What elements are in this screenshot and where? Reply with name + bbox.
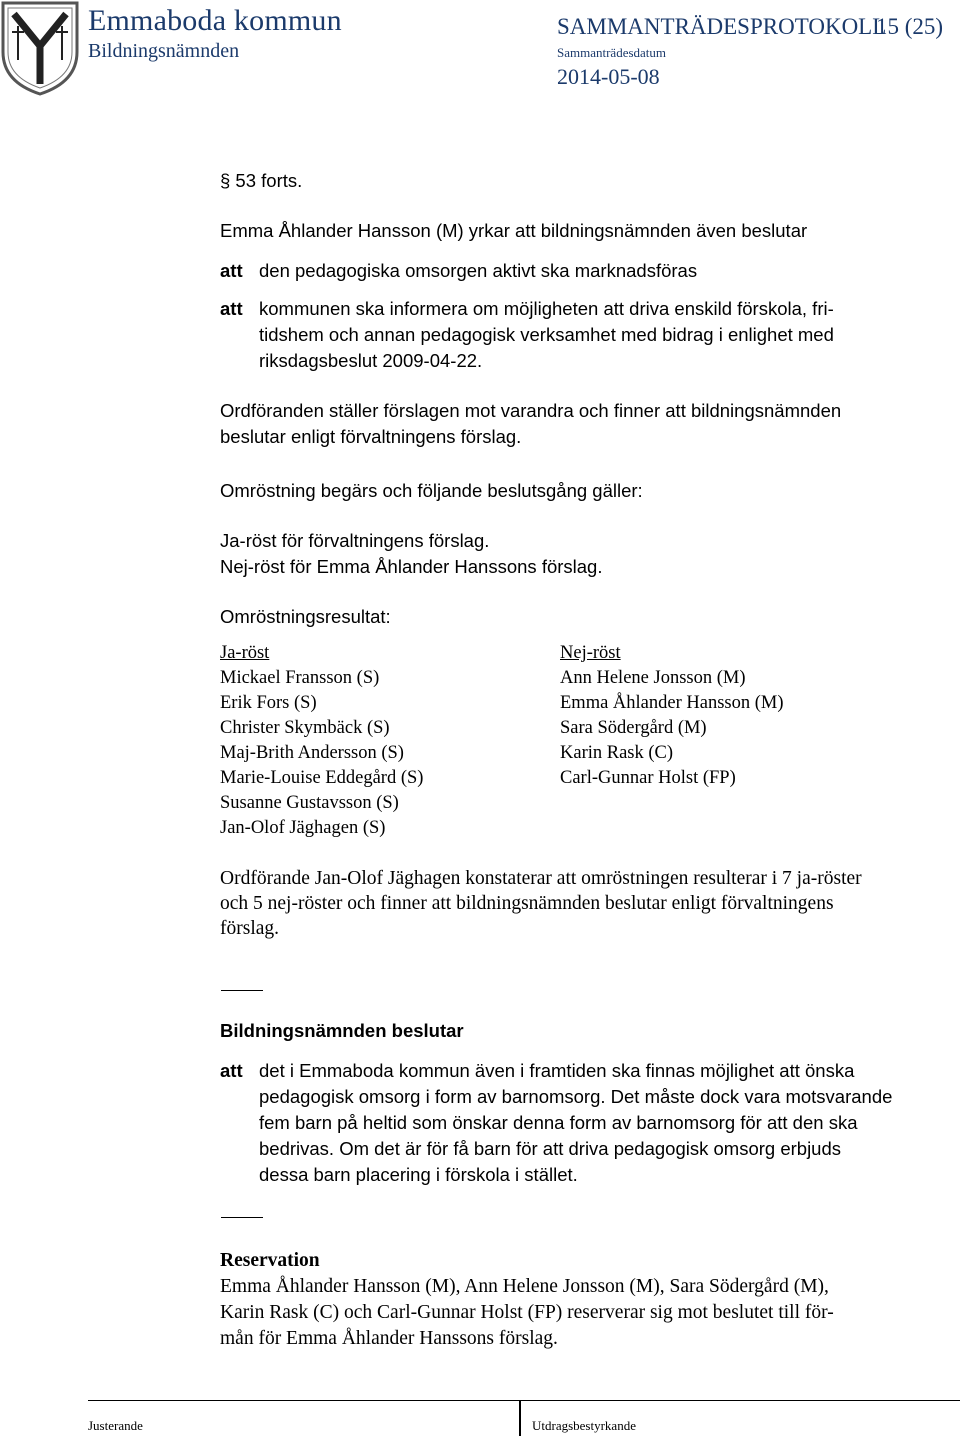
- nej-column-header: Nej-röst: [560, 643, 621, 663]
- nej-voter: Emma Åhlander Hansson (M): [560, 693, 784, 713]
- motion-item-1: den pedagogiska omsorgen aktivt ska marknadsföras: [259, 260, 698, 281]
- conclusion-line: och 5 nej-röster och finner att bildningsnämnden beslutar enligt förvaltningens: [220, 893, 834, 914]
- chair-statement-line: beslutar enligt förvaltningens förslag.: [220, 426, 522, 447]
- protocol-title: SAMMANTRÄDESPROTOKOLL: [557, 14, 887, 39]
- decision-line: dessa barn placering i förskola i stället.: [259, 1164, 578, 1185]
- reservation-line: Emma Åhlander Hansson (M), Ann Helene Jonsson (M), Sara Södergård (M),: [220, 1276, 829, 1297]
- reservation-line: Karin Rask (C) och Carl-Gunnar Holst (FP) reserverar sig mot beslutet till för-: [220, 1302, 834, 1323]
- separator-dash: [221, 1217, 263, 1218]
- ja-voter: Christer Skymbäck (S): [220, 718, 390, 738]
- paragraph-reference: § 53 forts.: [220, 170, 303, 191]
- nej-voter: Ann Helene Jonsson (M): [560, 668, 746, 688]
- ja-voter: Susanne Gustavsson (S): [220, 793, 399, 813]
- nej-vote-definition: Nej-röst för Emma Åhlander Hanssons förslag.: [220, 556, 603, 577]
- nej-vote-column: [560, 641, 784, 791]
- att-marker: att: [220, 1060, 243, 1081]
- decision-line: det i Emmaboda kommun även i framtiden ska finnas möjlighet att önska: [259, 1060, 855, 1081]
- ja-voter: Erik Fors (S): [220, 693, 317, 713]
- att-marker: att: [220, 298, 243, 319]
- municipality-crest-logo: [0, 0, 80, 96]
- motion-item-2-line: tidshem och annan pedagogisk verksamhet med bidrag i enlighet med: [259, 324, 834, 345]
- ja-vote-definition: Ja-röst för förvaltningens förslag.: [220, 530, 490, 551]
- reservation-heading: Reservation: [220, 1250, 320, 1271]
- decision-heading: Bildningsnämnden beslutar: [220, 1020, 464, 1041]
- decision-line: bedrivas. Om det är för få barn för att driva pedagogisk omsorg erbjuds: [259, 1138, 842, 1159]
- footer-utdragsbestyrkande: Utdragsbestyrkande: [532, 1418, 636, 1433]
- separator-dash: [221, 990, 263, 991]
- page-number: 15 (25): [876, 14, 944, 39]
- ja-voter: Mickael Fransson (S): [220, 668, 380, 688]
- vote-result-label: Omröstningsresultat:: [220, 606, 391, 627]
- motion-item-2-line: kommunen ska informera om möjligheten att driva enskild förskola, fri-: [259, 298, 834, 319]
- footer-rule: [88, 1400, 960, 1401]
- ja-voter: Marie-Louise Eddegård (S): [220, 768, 424, 788]
- motion-item-2-line: riksdagsbeslut 2009-04-22.: [259, 350, 483, 371]
- board-name: Bildningsnämnden: [88, 40, 240, 62]
- ja-column-header: Ja-röst: [220, 643, 270, 663]
- ja-vote-column: [220, 641, 423, 841]
- ja-voter: Jan-Olof Jäghagen (S): [220, 818, 386, 838]
- ja-voter: Maj-Brith Andersson (S): [220, 743, 404, 763]
- conclusion-line: förslag.: [220, 918, 280, 939]
- nej-voter: Carl-Gunnar Holst (FP): [560, 768, 736, 788]
- decision-line: fem barn på heltid som önskar denna form av barnomsorg för att den ska: [259, 1112, 858, 1133]
- conclusion-line: Ordförande Jan-Olof Jäghagen konstaterar att omröstningen resulterar i 7 ja-röster: [220, 868, 862, 889]
- vote-requested: Omröstning begärs och följande beslutsgång gäller:: [220, 480, 643, 501]
- footer-justerande: Justerande: [88, 1418, 143, 1433]
- nej-voter: Karin Rask (C): [560, 743, 674, 763]
- chair-statement-line: Ordföranden ställer förslagen mot varandra och finner att bildningsnämnden: [220, 400, 842, 421]
- decision-line: pedagogisk omsorg i form av barnomsorg. Det måste dock vara motsvarande: [259, 1086, 893, 1107]
- motion-intro: Emma Åhlander Hansson (M) yrkar att bildningsnämnden även beslutar: [220, 220, 808, 241]
- nej-voter: Sara Södergård (M): [560, 718, 707, 738]
- organization-name: Emmaboda kommun: [88, 4, 342, 37]
- att-marker: att: [220, 260, 243, 281]
- footer-divider: [519, 1400, 521, 1436]
- meeting-date: 2014-05-08: [557, 64, 660, 89]
- reservation-line: mån för Emma Åhlander Hanssons förslag.: [220, 1328, 558, 1349]
- date-label: Sammanträdesdatum: [557, 45, 667, 60]
